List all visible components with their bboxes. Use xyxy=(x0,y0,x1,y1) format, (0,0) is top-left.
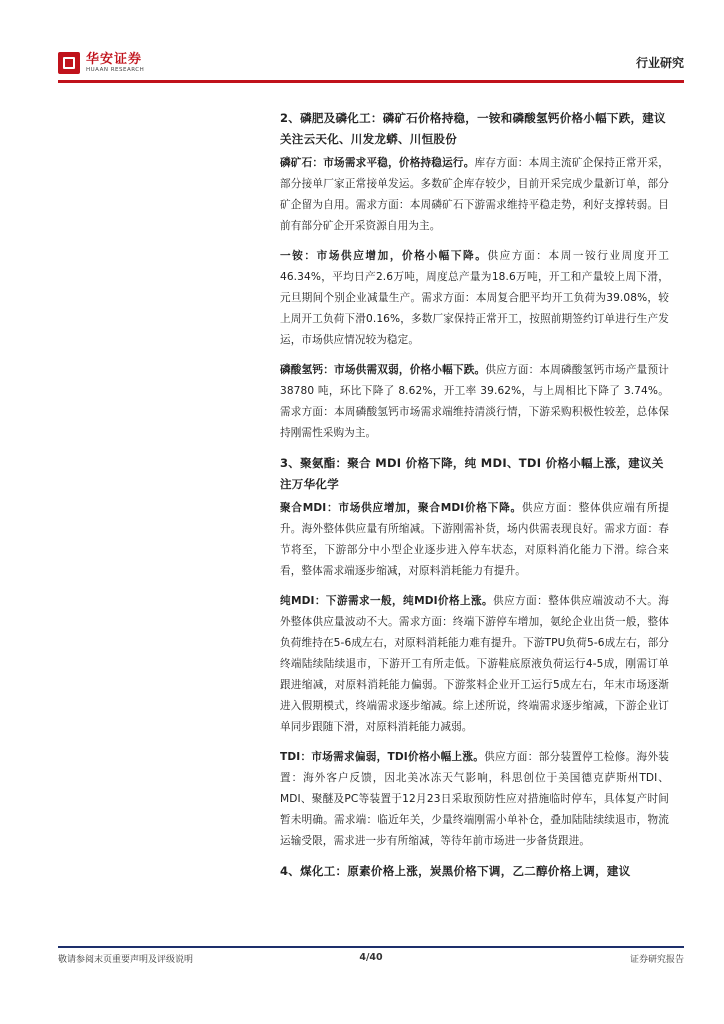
paragraph-lead: 磷矿石：市场需求平稳，价格持稳运行。 xyxy=(280,157,475,169)
report-category: 行业研究 xyxy=(635,56,684,70)
paragraph-pure-mdi xyxy=(280,591,669,738)
paragraph-lead: 聚合MDI：市场供应增加，聚合MDI价格下降。 xyxy=(280,502,522,514)
paragraph-body: 供应方面：部分装置停工检修。海外装置：海外客户反馈，因北美冰冻天气影响，科思创位于美国德克萨斯州TDI、MDI、聚醚及PC等装置于12月23日采取预防性应对措施临时停车，具体复产时间暂未明确。需求端：临近年关，少量终端刚需小单补仓，叠加陆陆续续退市，物流运输受限，需求进一步有所缩减，等待年前市场进一步备货跟进。 xyxy=(280,751,669,847)
section-heading-4: 4、煤化工：原素价格上涨，炭黑价格下调，乙二醇价格上调，建议 xyxy=(280,864,631,878)
footer-divider xyxy=(58,946,684,948)
paragraph-tdi xyxy=(280,747,669,852)
page-footer xyxy=(58,952,684,966)
paragraph-polymeric-mdi xyxy=(280,498,669,582)
disclaimer-note: 敬请参阅末页重要声明及评级说明 xyxy=(58,955,194,965)
paragraph-lead: 一铵：市场供应增加，价格小幅下降。 xyxy=(280,250,488,262)
paragraph-body: 供应方面：本周一铵行业周度开工46.34%，平均日产2.6万吨，周度总产量为18.6万吨，开工和产量较上周下滑，元旦期间个别企业减量生产。需求方面：本周复合肥平均开工负荷为39.08%，较上周开工负荷下滑0.16%，多数厂家保持正常开工，按照前期签约订单进行生产发运，市场供应情况较为稳定。 xyxy=(280,250,670,346)
report-type: 证券研究报告 xyxy=(629,955,684,965)
paragraph-lead: 纯MDI：下游需求一般，纯MDI价格上涨。 xyxy=(280,595,494,607)
main-content xyxy=(280,108,669,885)
logo-name-en: HUAAN RESEARCH xyxy=(86,66,145,73)
page-number: 4/40 xyxy=(359,952,383,963)
paragraph-lead: TDI：市场需求偏弱，TDI价格小幅上涨。 xyxy=(280,751,485,763)
section-heading-3: 3、聚氨酯：聚合 MDI 价格下降，纯 MDI、TDI 价格小幅上涨，建议关注万华化学 xyxy=(280,456,664,491)
section-heading-2: 2、磷肥及磷化工：磷矿石价格持稳，一铵和磷酸氢钙价格小幅下跌，建议关注云天化、川发龙蟒、川恒股份 xyxy=(280,111,666,146)
paragraph-body: 供应方面：本周磷酸氢钙市场产量预计 38780 吨，环比下降了 8.62%，开工率 39.62%，与上周相比下降了 3.74%。需求方面：本周磷酸氢钙市场需求端维持清淡行情，下游采购积极性较差，总体保持刚需性采购为主。 xyxy=(280,364,669,439)
logo-name-cn: 华安证券 xyxy=(86,51,143,67)
header-divider xyxy=(58,80,684,83)
page-header xyxy=(0,0,724,90)
paragraph-body: 供应方面：整体供应端波动不大。海外整体供应量波动不大。需求方面：终端下游停车增加，氨纶企业出货一般，整体负荷维持在5-6成左右，对原料消耗能力难有提升。下游TPU负荷5-6成左右，部分终端陆续陆续退市，下游开工有所走低。下游鞋底原液负荷运行4-5成，刚需订单跟进缩减，对原料消耗能力偏弱。下游浆料企业开工运行5成左右，年末市场逐渐进入假期模式，终端需求逐步缩减。综上述所说，终端需求逐步缩减，下游企业订单同步跟随下滑，对原料消耗能力减弱。 xyxy=(280,595,669,733)
paragraph-dcp xyxy=(280,360,669,444)
paragraph-map xyxy=(280,246,669,351)
paragraph-body: 库存方面：本周主流矿企保持正常开采，部分接单厂家正常接单发运。多数矿企库存较少，目前开采完成少量新订单，部分矿企留为自用。需求方面：本周磷矿石下游需求维持平稳走势，利好支撑转弱。目前有部分矿企开采资源自用为主。 xyxy=(280,157,669,232)
paragraph-phosphate-rock xyxy=(280,153,669,237)
logo-seal-icon xyxy=(58,52,80,74)
company-logo xyxy=(58,52,144,74)
paragraph-lead: 磷酸氢钙：市场供需双弱，价格小幅下跌。 xyxy=(280,364,486,376)
paragraph-body: 供应方面：整体供应端有所提升。海外整体供应量有所缩减。下游刚需补货，场内供需表现良好。需求方面：春节将至，下游部分中小型企业逐步进入停车状态，对原料消化能力下滑。综合来看，整体需求端逐步缩减，对原料消耗能力有提升。 xyxy=(280,502,669,577)
